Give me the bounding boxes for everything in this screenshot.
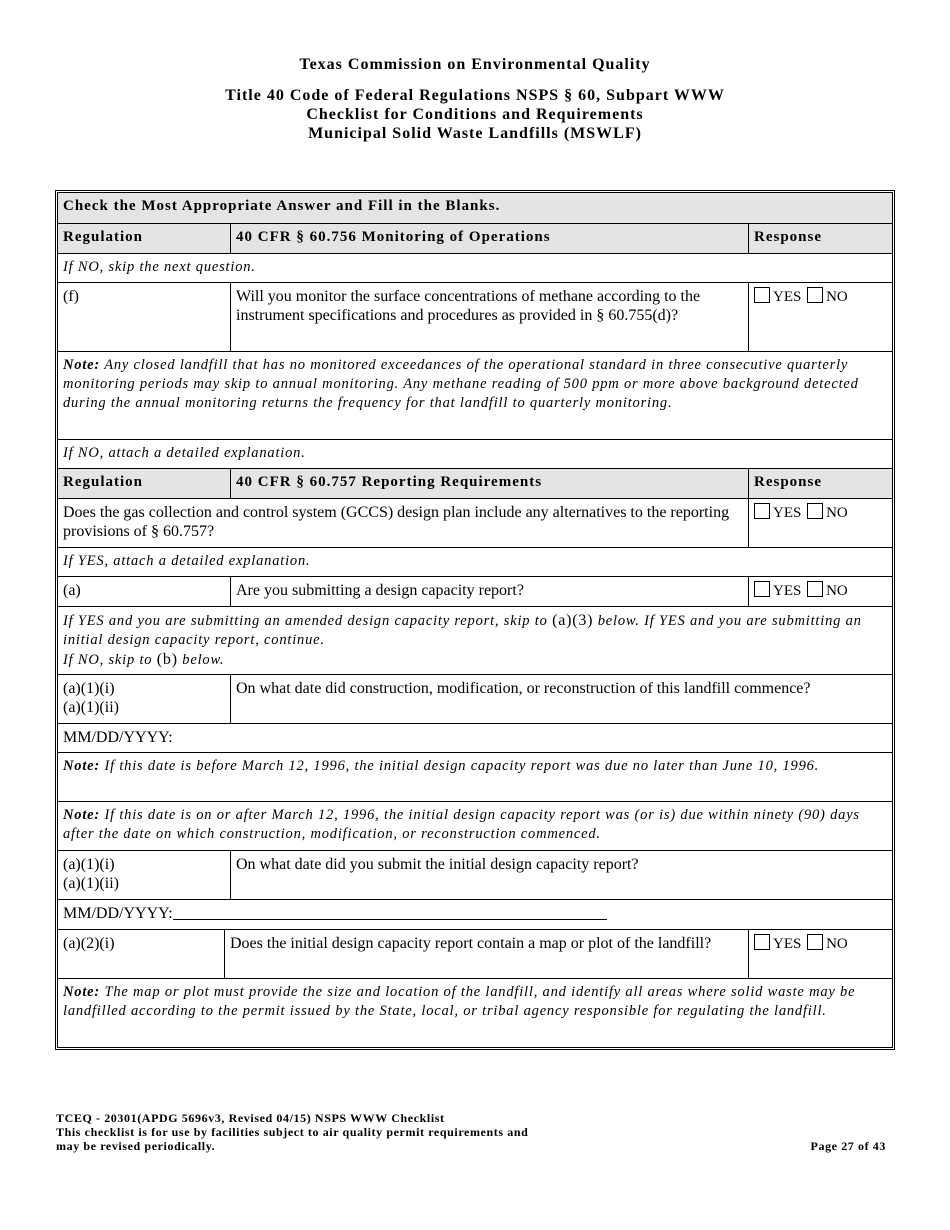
regulation-column-header: Regulation [58,469,231,498]
date-entry-row [58,900,892,930]
note-body: Any closed landfill that has no monitored exceedances of the operational standard in three consecutive quarterly monitoring periods may skip to annual monitoring. Any methane reading of 500 ppm or more above background detected during the annual monitoring returns the frequency for that landfill to quarterly monitoring. [63,357,859,411]
regulation-ref: (a)(2)(i) [58,930,225,978]
form-footer [56,1111,528,1153]
no-label: NO [826,505,848,521]
yes-label: YES [773,936,802,952]
banner-row [58,193,892,224]
instruction-text: If NO, skip the next question. [63,259,256,275]
instruction-text [58,607,892,674]
no-checkbox[interactable] [807,934,823,950]
form-id: TCEQ - 20301(APDG 5696v3, Revised 04/15) NSPS WWW Checklist [56,1111,445,1125]
note-body: If this date is on or after March 12, 1996, the initial design capacity report was (or is) due within ninety (90) days after the date on which construction, modification, or reconstruction commenced. [63,807,860,842]
instruction-part: If YES and you are submitting an amended design capacity report, skip to [63,613,548,629]
yes-checkbox[interactable] [754,287,770,303]
section-title: 40 CFR § 60.756 Monitoring of Operations [231,224,749,253]
regulation-ref-line: (a)(1)(ii) [63,875,119,892]
regulation-ref: (f) [58,283,231,351]
instruction-text: If YES, attach a detailed explanation. [63,553,311,569]
question-text: Does the initial design capacity report contain a map or plot of the landfill? [225,930,749,978]
regulation-ref: (a) [58,577,231,606]
yes-label: YES [773,289,802,305]
yes-label: YES [773,583,802,599]
regulation-ref [58,675,231,723]
cross-reference: (b) [156,651,178,668]
regulation-ref-line: (a)(1)(ii) [63,699,119,716]
question-row [58,930,892,979]
no-label: NO [826,289,848,305]
question-row [58,851,892,900]
question-text: Does the gas collection and control system (GCCS) design plan include any alternatives to the reporting provisions of § 60.757? [58,499,749,547]
note-label: Note: [63,984,101,1000]
instruction-row [58,440,892,469]
title-line-3: Municipal Solid Waste Landfills (MSWLF) [308,125,642,142]
banner-text: Check the Most Appropriate Answer and Fill in the Blanks. [58,193,892,223]
date-field[interactable]: MM/DD/YYYY: [63,729,173,746]
footer-disclaimer: This checklist is for use by facilities subject to air quality permit requirements and [56,1125,529,1139]
note-row [58,753,892,802]
note-text [58,352,892,439]
section-title: 40 CFR § 60.757 Reporting Requirements [231,469,749,498]
regulation-ref-line: (a)(1)(i) [63,680,115,697]
no-checkbox[interactable] [807,287,823,303]
yes-label: YES [773,505,802,521]
yes-no-response [749,283,892,351]
checklist-table [55,190,895,1050]
no-checkbox[interactable] [807,503,823,519]
note-body: The map or plot must provide the size and location of the landfill, and identify all areas where solid waste may be landfilled according to the permit issued by the State, local, or tribal agency responsible for regulating the landfill. [63,984,856,1019]
response-column-header: Response [749,224,892,253]
regulation-ref [58,851,231,899]
instruction-part: below. [182,652,225,668]
note-text [58,802,892,850]
instruction-row [58,548,892,577]
no-label: NO [826,583,848,599]
yes-no-response [749,577,892,606]
note-text [58,979,892,1047]
date-label: MM/DD/YYYY: [63,905,173,922]
question-row [58,675,892,724]
yes-no-response [749,499,892,547]
yes-checkbox[interactable] [754,503,770,519]
note-body: If this date is before March 12, 1996, the initial design capacity report was due no later than June 10, 1996. [104,758,820,774]
instruction-row [58,254,892,283]
footer-disclaimer: may be revised periodically. [56,1139,216,1153]
document-title [0,86,950,143]
note-text [58,753,892,801]
regulation-ref-line: (a)(1)(i) [63,856,115,873]
date-input-line[interactable] [173,904,607,920]
question-text: Are you submitting a design capacity report? [231,577,749,606]
title-line-1: Title 40 Code of Federal Regulations NSPS § 60, Subpart WWW [225,87,725,104]
date-entry [58,900,892,929]
instruction-part: below. If YES and you are submitting an initial design capacity report, continue. [63,613,862,648]
instruction-row [58,607,892,675]
yes-checkbox[interactable] [754,934,770,950]
note-label: Note: [63,357,101,373]
response-column-header: Response [749,469,892,498]
cross-reference: (a)(3) [552,612,594,629]
no-checkbox[interactable] [807,581,823,597]
title-line-2: Checklist for Conditions and Requirements [306,106,644,123]
question-text: Will you monitor the surface concentrations of methane according to the instrument specifications and procedures as provided in § 60.755(d)? [231,283,749,351]
section-header-row [58,224,892,254]
no-label: NO [826,936,848,952]
date-entry-row [58,724,892,753]
page-number: Page 27 of 43 [810,1139,886,1153]
note-label: Note: [63,807,101,823]
note-row [58,352,892,440]
instruction-text: If NO, attach a detailed explanation. [63,445,306,461]
question-row [58,283,892,352]
section-header-row [58,469,892,499]
question-row [58,577,892,607]
question-row [58,499,892,548]
note-row [58,802,892,851]
agency-title: Texas Commission on Environmental Quality [299,56,651,73]
question-text: On what date did you submit the initial design capacity report? [236,856,639,873]
note-label: Note: [63,758,101,774]
note-row [58,979,892,1047]
regulation-column-header: Regulation [58,224,231,253]
question-text: On what date did construction, modification, or reconstruction of this landfill commence? [236,680,811,697]
yes-no-response [749,930,892,978]
yes-checkbox[interactable] [754,581,770,597]
instruction-part: If NO, skip to [63,652,153,668]
